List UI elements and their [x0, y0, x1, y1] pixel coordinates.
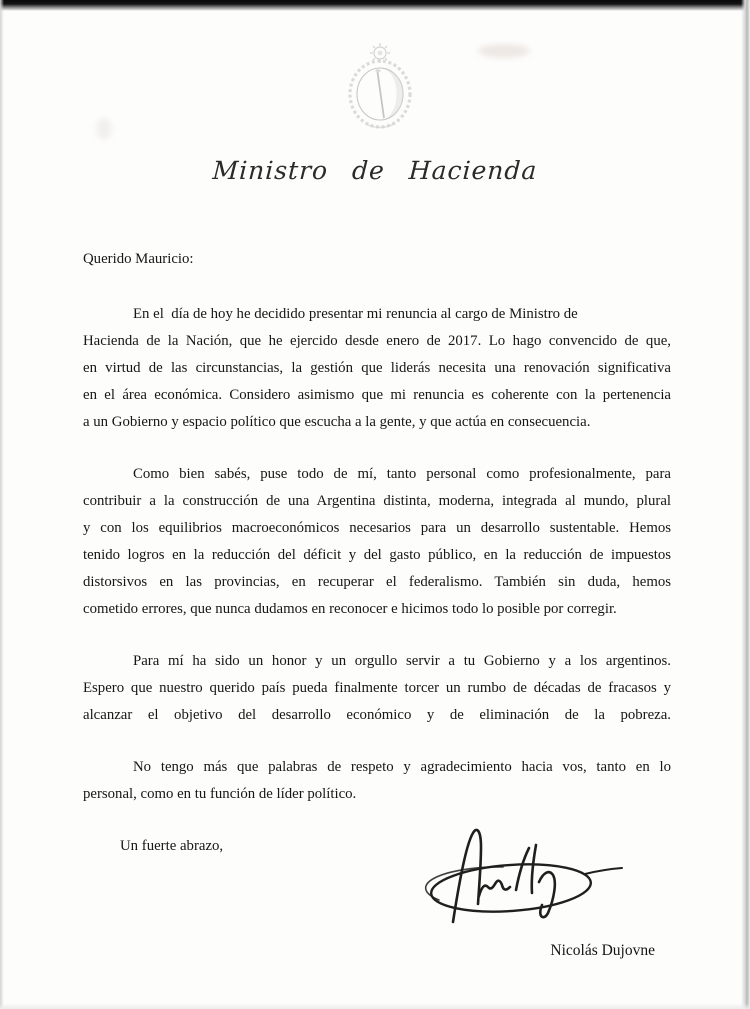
letter-body [83, 246, 671, 860]
argentina-coat-of-arms-icon [340, 40, 420, 136]
scan-edge-top [0, 0, 750, 11]
paragraph-line: personal, como en tu función de líder político. [83, 786, 357, 802]
paragraph-line: y con los equilibrios macroeconómicos necesarios para un desarrollo sustentable. Hemos [83, 520, 671, 536]
salutation: Querido Mauricio: [83, 251, 194, 267]
paragraph-line: Para mí ha sido un honor y un orgullo servir a tu Gobierno y a los argentinos. [133, 653, 671, 669]
scan-edge-bottom [0, 1003, 750, 1009]
paragraph-line: en virtud de las circunstancias, la gestión que liderás necesita una renovación significativa [83, 360, 671, 376]
letterhead-title: Ministro de Hacienda [211, 156, 539, 185]
paragraph-4 [83, 754, 671, 808]
closing: Un fuerte abrazo, [120, 838, 224, 854]
paragraph-line: alcanzar el objetivo del desarrollo económico y de eliminación de la pobreza. [83, 707, 671, 723]
paragraph-line: a un Gobierno y espacio político que escucha a la gente, y que actúa en consecuencia. [83, 414, 591, 430]
paragraph-line: No tengo más que palabras de respeto y agradecimiento hacia vos, tanto en lo [133, 759, 671, 775]
scan-smudge [478, 44, 530, 58]
scan-edge-right [741, 0, 750, 1009]
paragraph-line: Como bien sabés, puse todo de mí, tanto personal como profesionalmente, para [133, 466, 671, 482]
paragraph-line: En el día de hoy he decidido presentar mi renuncia al cargo de Ministro de [133, 306, 578, 322]
signer-name: Nicolás Dujovne [550, 942, 655, 959]
paragraph-line: distorsivos en las provincias, en recuperar el federalismo. También sin duda, hemos [83, 574, 671, 590]
paragraph-line: en el área económica. Considero asimismo que mi renuncia es coherente con la pertenencia [83, 387, 671, 403]
paragraph-1 [83, 301, 671, 436]
scan-smudge-small [96, 118, 112, 140]
paragraph-line: Espero que nuestro querido país pueda finalmente torcer un rumbo de décadas de fracasos y [83, 680, 671, 696]
paragraph-line: contribuir a la construcción de una Argentina distinta, moderna, integrada al mundo, plural [83, 493, 671, 509]
paragraph-line: tenido logros en la reducción del déficit y del gasto público, en la reducción de impuestos [83, 547, 671, 563]
paragraph-line: cometido errores, que nunca dudamos en reconocer e hicimos todo lo posible por corregir. [83, 601, 617, 617]
handwritten-signature-icon [415, 820, 625, 932]
paragraph-3 [83, 648, 671, 729]
paragraph-line: Hacienda de la Nación, que he ejercido desde enero de 2017. Lo hago convencido de que, [83, 333, 671, 349]
paragraph-2 [83, 461, 671, 623]
scan-edge-left [0, 0, 4, 1009]
